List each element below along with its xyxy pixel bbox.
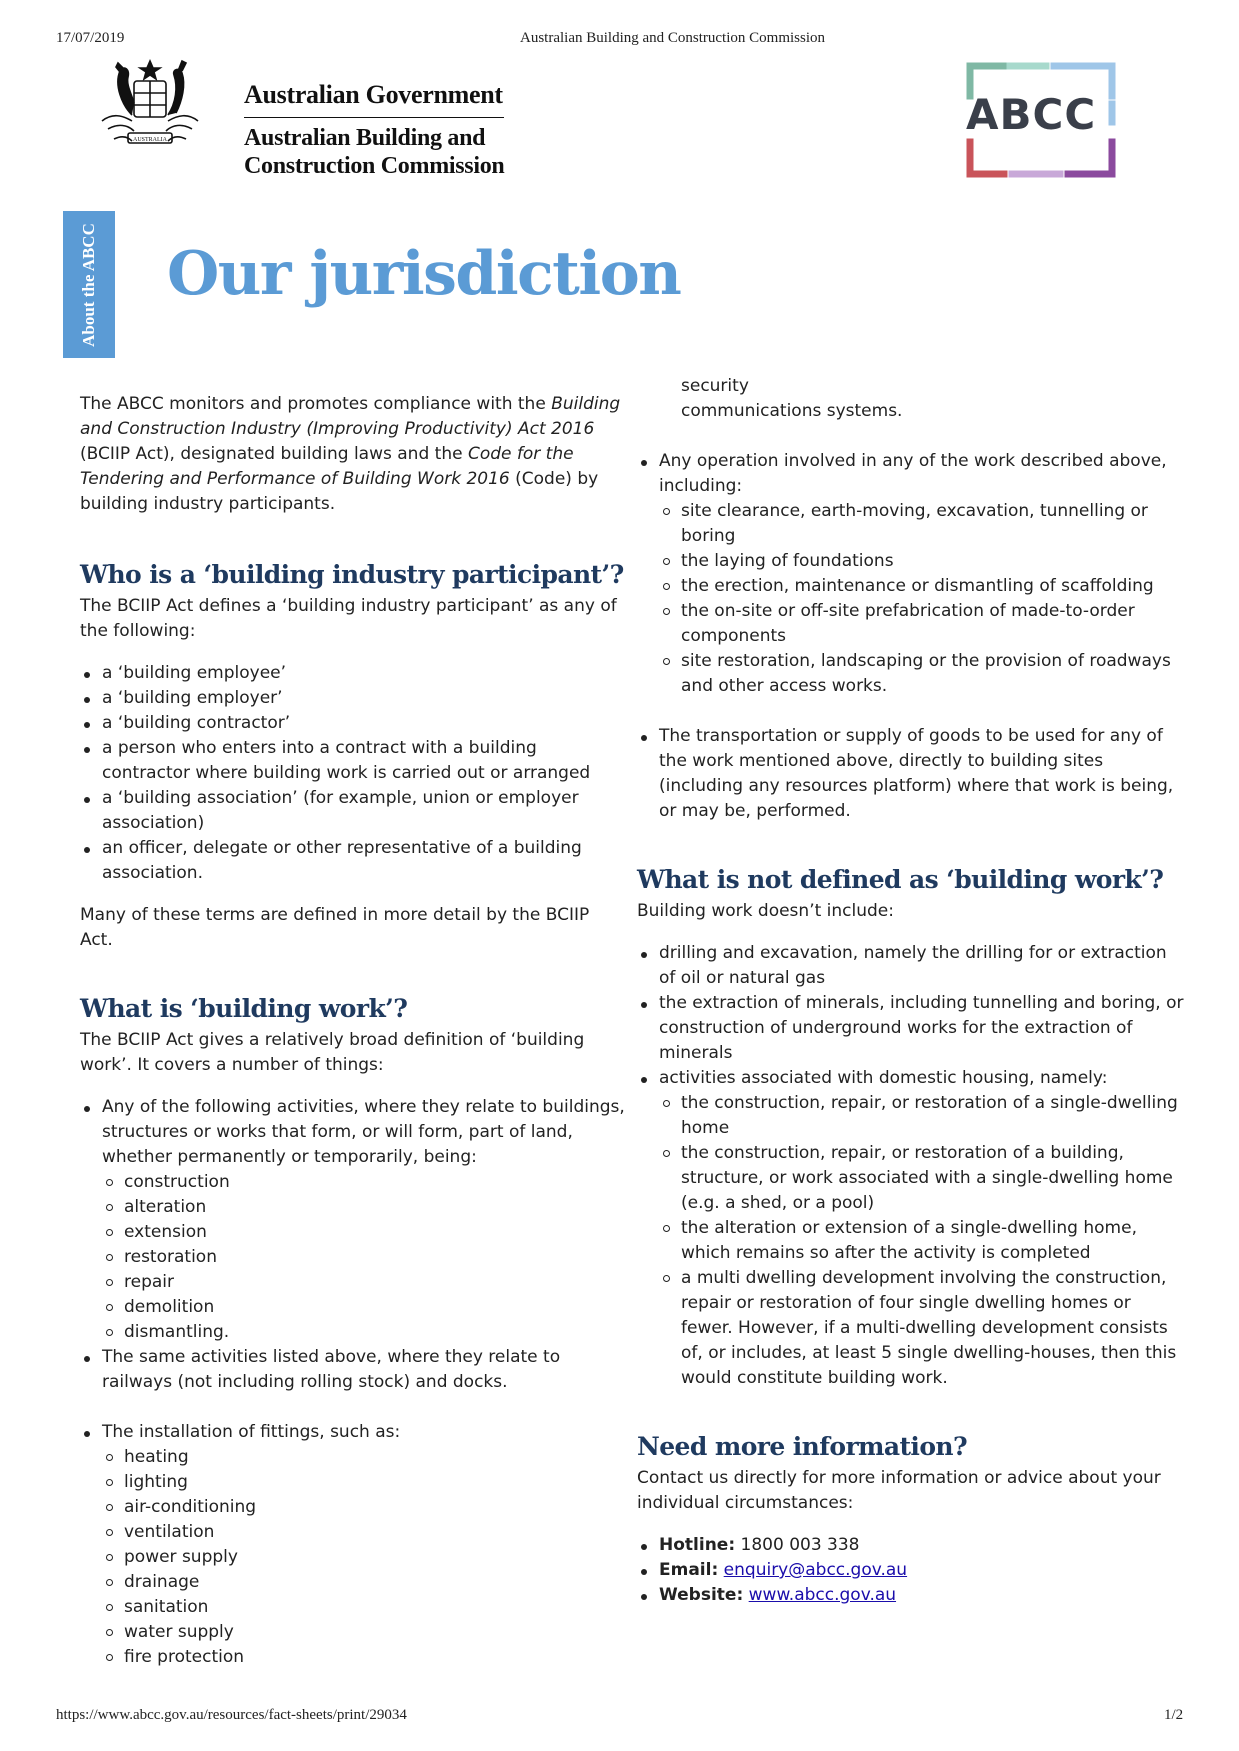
sub-list-item: the erection, maintenance or dismantling of scaffolding xyxy=(681,574,1187,599)
domestic-sublist xyxy=(659,1091,1187,1391)
sub-list-item: repair xyxy=(124,1270,625,1295)
list-item: a ‘building employee’ xyxy=(102,661,625,686)
sub-list-item: demolition xyxy=(124,1295,625,1320)
abcc-logo-text: ABCC xyxy=(966,90,1097,139)
sub-list-item: ventilation xyxy=(124,1520,625,1545)
list-item: a person who enters into a contract with a building contractor where building work is carried out or arranged xyxy=(102,736,625,786)
list-item: Any operation involved in any of the work described above, including: site clearance, earth-moving, excavation, tunnelling or boring the laying of foundations the erection, maintenance or dismantling of scaffolding the on-site or off-site prefabrication of made-to-order components site restoration, landscaping or the provision of roadways and other access works. xyxy=(659,449,1187,699)
gov-title: Australian Government xyxy=(244,80,503,109)
sub-list-item: dismantling. xyxy=(124,1320,625,1345)
more-info-intro: Contact us directly for more information or advice about your individual circumstances: xyxy=(637,1468,1161,1513)
sub-list-item: restoration xyxy=(124,1245,625,1270)
sub-list-item: fire protection xyxy=(124,1645,625,1670)
sub-list-item: lighting xyxy=(124,1470,625,1495)
not-building-work-intro: Building work doesn’t include: xyxy=(637,901,894,921)
email-link[interactable]: enquiry@abcc.gov.au xyxy=(723,1560,908,1580)
print-date: 17/07/2019 xyxy=(56,30,125,46)
contact-list xyxy=(637,1533,1187,1608)
sub-list-item: security xyxy=(681,376,749,396)
sub-list-item: air-conditioning xyxy=(124,1495,625,1520)
participant-outro: Many of these terms are defined in more detail by the BCIIP Act. xyxy=(80,905,590,950)
contact-email: Email: enquiry@abcc.gov.au xyxy=(659,1558,1187,1583)
list-item: Any of the following activities, where they relate to buildings, structures or works that form, or will form, part of land, whether permanently or temporarily, being: construction alteration extension restoration repair demolition dismantling. xyxy=(102,1095,625,1345)
operations-sublist xyxy=(659,499,1187,699)
exclusions-list xyxy=(637,941,1187,1391)
list-item: the extraction of minerals, including tunnelling and boring, or construction of underground works for the extraction of minerals xyxy=(659,991,1187,1066)
sub-list-item: power supply xyxy=(124,1545,625,1570)
sub-list-item: the laying of foundations xyxy=(681,549,1187,574)
sub-list-item: the construction, repair, or restoration of a building, structure, or work associated with a single-dwelling home (e.g. a shed, or a pool) xyxy=(681,1141,1187,1216)
sub-list-item: site clearance, earth-moving, excavation, tunnelling or boring xyxy=(681,499,1187,549)
page-title: Our jurisdiction xyxy=(167,239,681,309)
list-item: The installation of fittings, such as: heating lighting air-conditioning ventilation power supply drainage sanitation water supply fire protection xyxy=(102,1420,625,1670)
heading-building-work: What is ‘building work’? xyxy=(80,994,408,1023)
right-column xyxy=(637,374,1187,1608)
sub-list-item: site restoration, landscaping or the provision of roadways and other access works. xyxy=(681,649,1187,699)
list-item xyxy=(659,374,1187,424)
sub-list-item: construction xyxy=(124,1170,625,1195)
heading-more-info: Need more information? xyxy=(637,1432,968,1461)
sub-list-item: sanitation xyxy=(124,1595,625,1620)
sub-list-item: a multi dwelling development involving the construction, repair or restoration of four single dwelling homes or fewer. However, if a multi-dwelling development consists of, or includes, at least 5 single dwelling-houses, then this would constitute building work. xyxy=(681,1266,1187,1391)
transport-list xyxy=(637,724,1187,824)
print-site-title: Australian Building and Construction Commission xyxy=(520,30,825,46)
building-work-intro: The BCIIP Act gives a relatively broad definition of ‘building work’. It covers a number of things: xyxy=(80,1030,585,1075)
fittings-list-continued xyxy=(637,374,1187,424)
print-url: https://www.abcc.gov.au/resources/fact-sheets/print/29034 xyxy=(56,1707,407,1723)
participant-intro: The BCIIP Act defines a ‘building industry participant’ as any of the following: xyxy=(80,596,617,641)
list-item: activities associated with domestic housing, namely: the construction, repair, or restoration of a single-dwelling home the construction, repair, or restoration of a building, structure, or work associated with a single-dwelling home (e.g. a shed, or a pool) the alteration or extension of a single-dwelling home, which remains so after the activity is completed a multi dwelling development involving the construction, repair or restoration of four single dwelling homes or fewer. However, if a multi-dwelling development consists of, or includes, at least 5 single dwelling-houses, then this would constitute building work. xyxy=(659,1066,1187,1391)
sub-list-item: extension xyxy=(124,1220,625,1245)
section-tab-label: About the ABCC xyxy=(79,223,98,347)
gov-divider xyxy=(244,117,504,118)
sub-list-item: the alteration or extension of a single-dwelling home, which remains so after the activity is completed xyxy=(681,1216,1187,1266)
sub-list-item: heating xyxy=(124,1445,625,1470)
contact-website: Website: www.abcc.gov.au xyxy=(659,1583,1187,1608)
coat-of-arms-icon xyxy=(94,55,206,155)
website-link[interactable]: www.abcc.gov.au xyxy=(748,1585,897,1605)
heading-participant: Who is a ‘building industry participant’? xyxy=(80,560,624,589)
agency-name-line-1: Australian Building and xyxy=(244,125,486,151)
fittings-sublist xyxy=(102,1445,625,1670)
fittings-sublist-continued xyxy=(659,374,1187,424)
list-item: a ‘building employer’ xyxy=(102,686,625,711)
left-column xyxy=(80,392,625,1670)
sub-list-item: communications systems. xyxy=(681,401,903,421)
heading-not-building-work: What is not defined as ‘building work’? xyxy=(637,865,1164,894)
contact-hotline: Hotline: 1800 003 338 xyxy=(659,1533,1187,1558)
participant-list xyxy=(80,661,625,886)
list-item: drilling and excavation, namely the drilling for or extraction of oil or natural gas xyxy=(659,941,1187,991)
fittings-list xyxy=(80,1420,625,1670)
building-work-list xyxy=(80,1095,625,1395)
hotline-number: 1800 003 338 xyxy=(740,1535,860,1555)
sub-list-item: alteration xyxy=(124,1195,625,1220)
list-item: The same activities listed above, where they relate to railways (not including rolling stock) and docks. xyxy=(102,1345,625,1395)
section-tab xyxy=(63,211,115,358)
sub-list-item: the on-site or off-site prefabrication of made-to-order components xyxy=(681,599,1187,649)
sub-list-item: drainage xyxy=(124,1570,625,1595)
activities-sublist xyxy=(102,1170,625,1345)
intro-paragraph: The ABCC monitors and promotes compliance with the Building and Construction Industry (Improving Productivity) Act 2016 (BCIIP Act), designated building laws and the Code for the Tendering and Performance of Building Work 2016 (Code) by building industry participants. xyxy=(80,394,621,514)
list-item: The transportation or supply of goods to be used for any of the work mentioned above, directly to building sites (including any resources platform) where that work is being, or may be, performed. xyxy=(659,724,1187,824)
page-number: 1/2 xyxy=(1164,1707,1184,1723)
list-item: an officer, delegate or other representative of a building association. xyxy=(102,836,625,886)
list-item: a ‘building association’ (for example, union or employer association) xyxy=(102,786,625,836)
operations-list xyxy=(637,449,1187,699)
crest-label: AUSTRALIA xyxy=(133,137,167,143)
list-item: a ‘building contractor’ xyxy=(102,711,625,736)
sub-list-item: water supply xyxy=(124,1620,625,1645)
sub-list-item: the construction, repair, or restoration of a single-dwelling home xyxy=(681,1091,1187,1141)
agency-name-line-2: Construction Commission xyxy=(244,153,505,179)
